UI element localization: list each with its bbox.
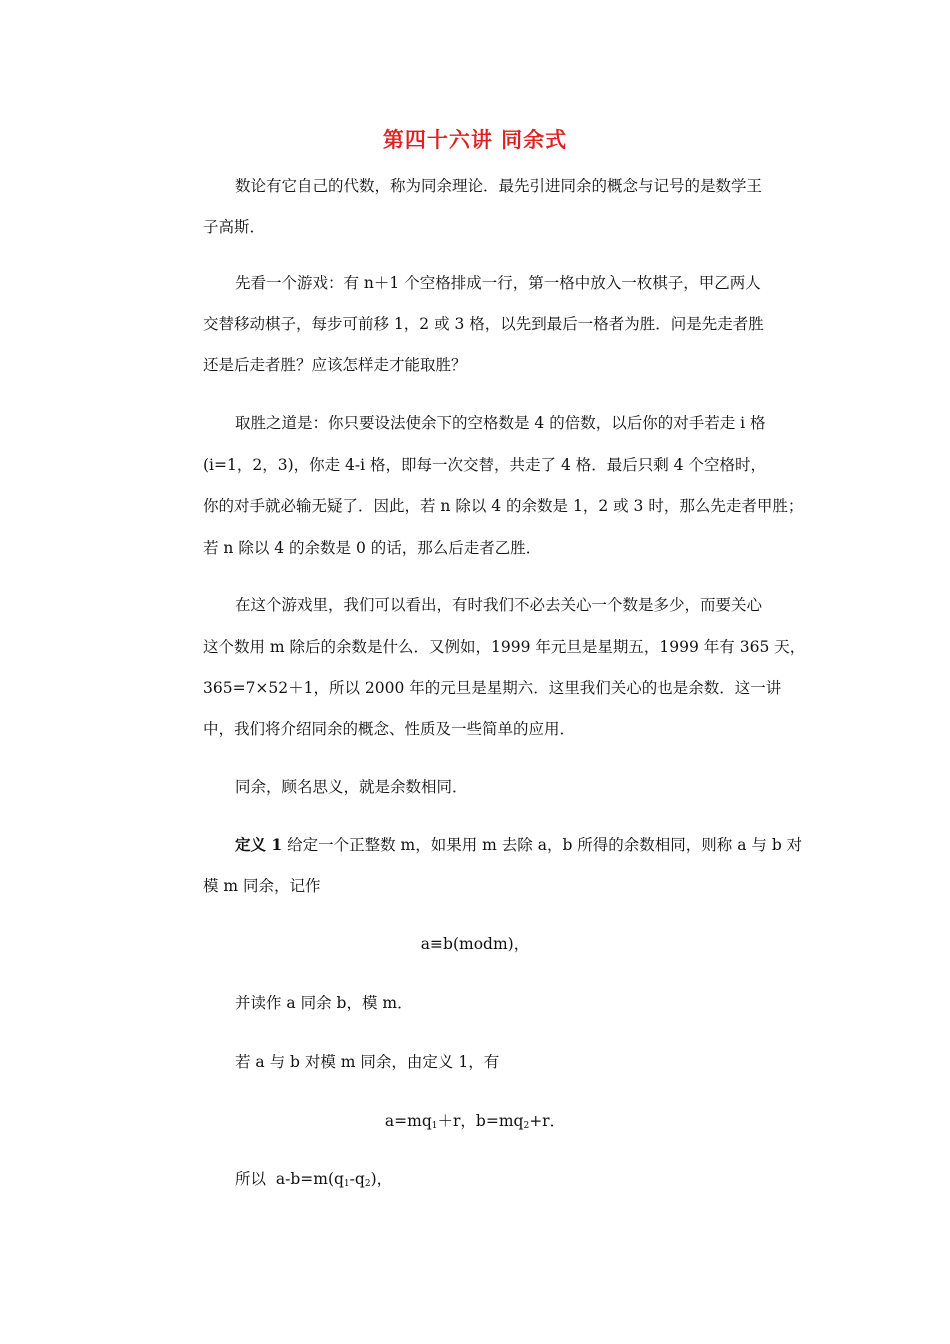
formula-part: ＋r，b=mq	[437, 1112, 524, 1130]
formula-quotients	[0, 1111, 950, 1136]
formula-part: )，	[370, 1170, 393, 1188]
paragraph-3-line-1: 取胜之道是：你只要设法使余下的空格数是 4 的倍数，以后你的对手若走 i 格	[235, 414, 766, 432]
page-title: 第四十六讲 同余式	[382, 128, 568, 152]
paragraph-2-line-1: 先看一个游戏：有 n＋1 个空格排成一行，第一格中放入一枚棋子，甲乙两人	[235, 274, 761, 292]
definition-1-line-2: 模 m 同余，记作	[203, 877, 321, 895]
paragraph-2-line-2: 交替移动棋子，每步可前移 1，2 或 3 格，以先到最后一格者为胜．问是先走者胜	[203, 315, 764, 333]
definition-text: 给定一个正整数 m，如果用 m 去除 a，b 所得的余数相同，则称 a 与 b 对	[282, 836, 803, 854]
subscript: 1	[343, 1179, 350, 1189]
definition-1-line-1	[235, 835, 802, 855]
formula-difference	[235, 1169, 392, 1194]
subscript: 2	[523, 1121, 530, 1131]
paragraph-2-line-3: 还是后走者胜？应该怎样走才能取胜？	[203, 356, 467, 374]
paragraph-1-line-1: 数论有它自己的代数，称为同余理论．最先引进同余的概念与记号的是数学王	[235, 177, 763, 195]
paragraph-3-line-3: 你的对手就必输无疑了．因此，若 n 除以 4 的余数是 1，2 或 3 时，那么先走者甲胜；	[203, 497, 804, 515]
paragraph-4-line-3: 365=7×52＋1，所以 2000 年的元旦是星期六．这里我们关心的也是余数．这一讲	[203, 679, 782, 697]
formula-part: +r．	[529, 1112, 566, 1130]
definition-label: 定义 1	[235, 835, 283, 854]
if-congruent-line: 若 a 与 b 对模 m 同余，由定义 1，有	[235, 1053, 500, 1071]
paragraph-4-line-1: 在这个游戏里，我们可以看出，有时我们不必去关心一个数是多少，而要关心	[235, 596, 763, 614]
paragraph-1-line-2: 子高斯．	[203, 218, 266, 236]
paragraph-3-line-4: 若 n 除以 4 的余数是 0 的话，那么后走者乙胜．	[203, 539, 542, 557]
subscript: 1	[431, 1121, 438, 1131]
paragraph-3-line-2: (i=1，2，3)，你走 4-i 格，即每一次交替，共走了 4 格．最后只剩 4 个空格时，	[203, 456, 766, 474]
formula-congruence: a≡b(modm)，	[420, 935, 530, 953]
subscript: 2	[364, 1179, 371, 1189]
paragraph-5: 同余，顾名思义，就是余数相同．	[235, 778, 468, 796]
formula-part: 所以 a-b=m(q	[235, 1170, 344, 1188]
paragraph-4-line-2: 这个数用 m 除后的余数是什么．又例如，1999 年元旦是星期五，1999 年有 365 天，	[203, 638, 806, 656]
paragraph-4-line-4: 中，我们将介绍同余的概念、性质及一些简单的应用．	[203, 720, 576, 738]
formula-part: -q	[349, 1170, 365, 1188]
formula-part: a=mq	[384, 1112, 432, 1130]
read-as-line: 并读作 a 同余 b，模 m．	[235, 994, 413, 1012]
